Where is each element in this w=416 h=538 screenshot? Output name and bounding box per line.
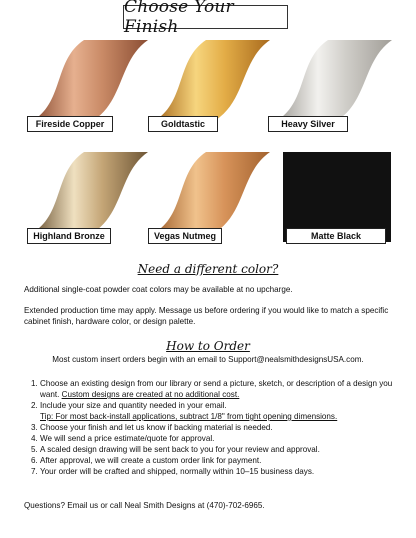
order-steps-list [22,378,412,477]
order-step: 4. We will send a price estimate/quote for approval. [40,433,412,444]
order-step: 1. Choose an existing design from our library or send a picture, sketch, or description of a design you want. Custom designs are created at no additional cost. [40,378,412,400]
contact-line: Questions? Email us or call Neal Smith Designs at (470)-702-6965. [24,501,265,510]
different-color-text-1: Additional single-coat powder coat colors may be available at no upcharge. [24,285,293,294]
order-step: 7. Your order will be crafted and shipped, normally within 10–15 business days. [40,466,412,477]
swatch-ribbon-icon [268,40,392,120]
swatch-fireside-copper[interactable] [24,40,148,120]
different-color-text-2: Extended production time may apply. Message us before ordering if you would like to match a specific cabinet finish, hardware color, or design palette. [24,306,389,326]
swatch-ribbon-icon [146,152,270,232]
swatch-label-goldtastic: Goldtastic [148,116,218,132]
swatch-ribbon-icon [146,40,270,120]
order-step: 5. A scaled design drawing will be sent back to you for your review and approval. [40,444,412,455]
swatch-label-heavy-silver: Heavy Silver [268,116,348,132]
swatch-label-vegas-nutmeg: Vegas Nutmeg [148,228,222,244]
swatch-ribbon-icon [24,152,148,232]
swatch-ribbon-icon [24,40,148,120]
how-to-order-intro: Most custom insert orders begin with an email to Support@nealsmithdesignsUSA.com. [52,355,364,364]
order-step: 3. Choose your finish and let us know if backing material is needed. [40,422,412,433]
different-color-heading: Need a different color? [137,262,279,276]
page-title: Choose Your Finish [123,5,288,29]
order-step: 6. After approval, we will create a custom order link for payment. [40,455,412,466]
how-to-order-heading: How to Order [166,339,250,353]
swatch-label-highland-bronze: Highland Bronze [27,228,111,244]
swatch-goldtastic[interactable] [146,40,270,120]
swatch-highland-bronze[interactable] [24,152,148,232]
swatch-label-fireside-copper: Fireside Copper [27,116,113,132]
order-step: 2. Include your size and quantity needed in your email. Tip: For most back-install applications, subtract 1/8" from tight opening dimensions. [40,400,412,422]
swatch-label-matte-black: Matte Black [286,228,386,244]
swatch-heavy-silver[interactable] [268,40,392,120]
swatch-vegas-nutmeg[interactable] [146,152,270,232]
